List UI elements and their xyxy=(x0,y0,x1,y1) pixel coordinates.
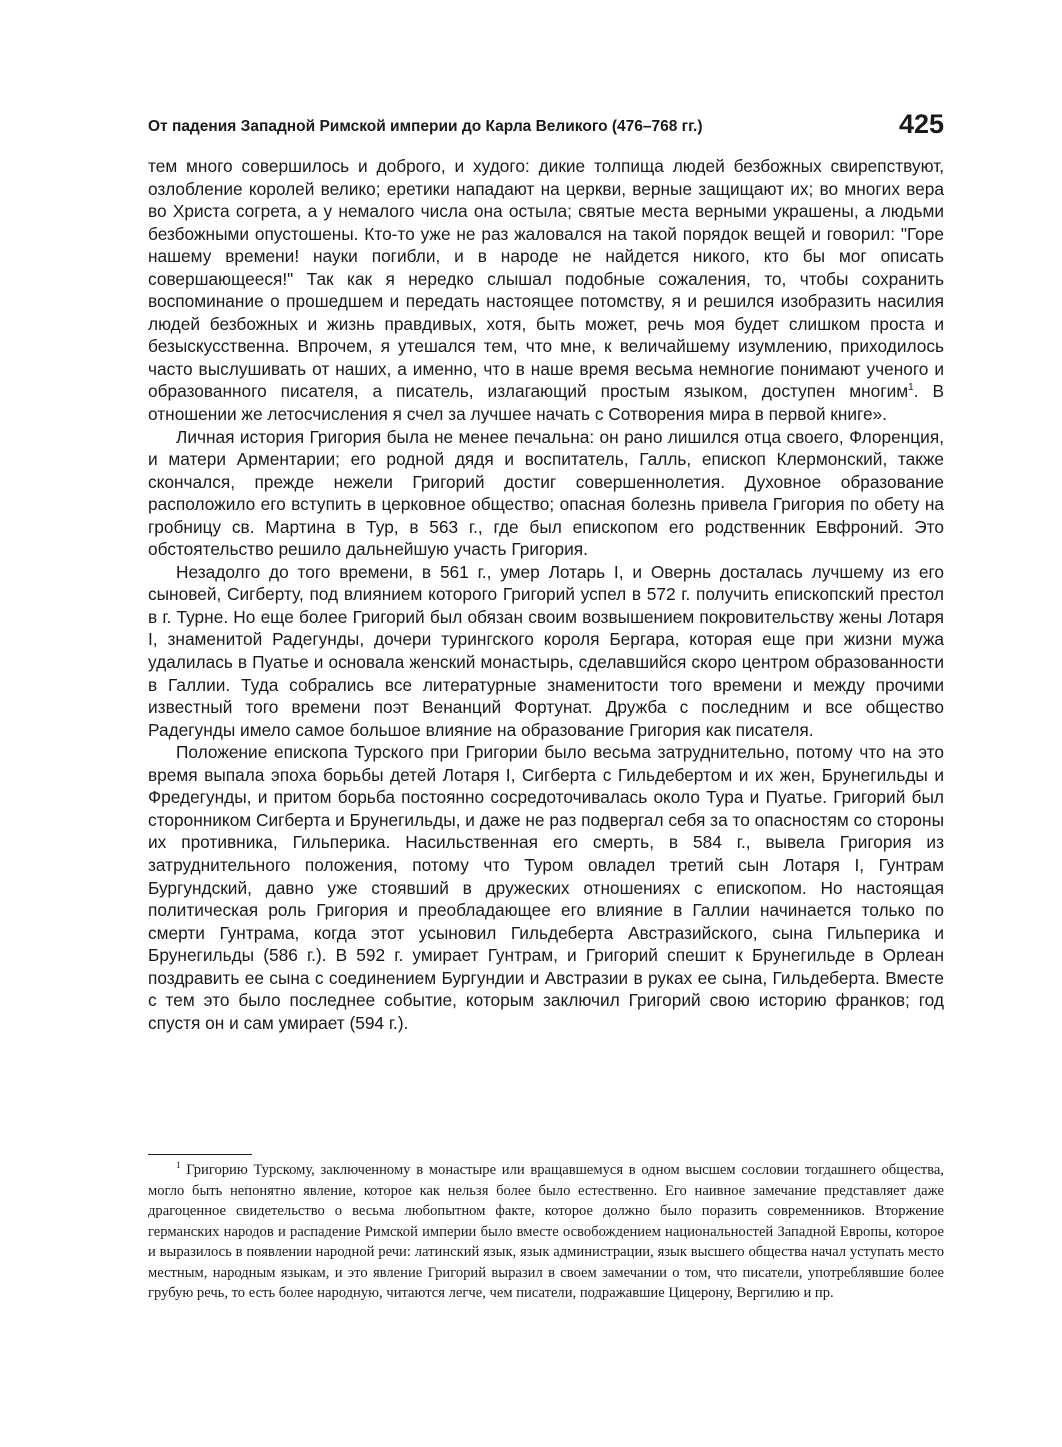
page-number: 425 xyxy=(898,109,944,139)
page-header xyxy=(148,108,944,148)
paragraph-text: тем много совершилось и доброго, и худого: дикие толпища людей безбожных свирепствуют, озлобление королей велико; еретики нападают на церкви, верные защищают их; во многих вера во Христа согрета, а у немалого числа она остыла; святые места верными украшены, а людьми безбожными опустошены. Кто-то уже не раз жаловался на такой порядок вещей и говорил: "Горе нашему времени! науки погибли, и в народе не найдется никого, кто бы мог описать совершающееся!" Так как я нередко слышал подобные сожаления, то, чтобы сохранить воспоминание о прошедшем и передать настоящее потомству, я и решился изобразить насилия людей безбожных и жизнь правдивых, хотя, быть может, речь моя будет слишком проста и безыскусственна. Впрочем, я утешался тем, что мне, к величайшему изумлению, приходилось часто выслушивать от наших, а именно, что в наше время весьма немногие понимают ученого и образованного писателя, а писатель, излагающий простым языком, доступен многим xyxy=(148,156,944,402)
main-text xyxy=(148,155,944,1034)
running-head: От падения Западной Римской империи до Карла Великого (476–768 гг.) xyxy=(148,118,703,135)
footnote xyxy=(148,1160,944,1304)
footnote-text: Григорию Турскому, заключенному в монастыре или вращавшемуся в одном высшем сословии тогдашнего общества, могло быть непонятно явление, которое как нельзя более было естественно. Его наивное замечание представляет даже драгоценное свидетельство о весьма любопытном факте, которое должно было поразить современников. Вторжение германских народов и распадение Римской империи было вместе освобождением национальностей Западной Европы, которое и выразилось в появлении народной речи: латинский язык, язык администрации, язык высшего общества начал уступать место местным, народным языкам, и это явление Григорий выразил в своем замечании о том, что писатели, употреблявшие более грубую речь, то есть более народную, читаются легче, чем писатели, подражавшие Цицерону, Вергилию и пр. xyxy=(148,1162,944,1301)
footnote-marker: 1 xyxy=(176,1160,181,1171)
footnote-separator xyxy=(148,1154,252,1155)
paragraph: Положение епископа Турского при Григории было весьма затруднительно, потому что на это время выпала эпоха борьбы детей Лотаря I, Сигберта с Гильдебертом и их жен, Брунегильды и Фредегунды, и притом борьба постоянно сосредоточивалась около Тура и Пуатье. Григорий был сторонником Сигберта и Брунегильды, и даже не раз подвергал себя за то опасностям со стороны их противника, Гильперика. Насильственная его смерть, в 584 г., вывела Григория из затруднительного положения, потому что Туром овладел третий сын Лотаря I, Гунтрам Бургундский, давно уже стоявший в дружеских отношениях с епископом. Но настоящая политическая роль Григория и преобладающее его влияние в Галлии начинается только по смерти Гунтрама, когда этот усыновил Гильдеберта Австразийского, сына Гильперика и Брунегильды (586 г.). В 592 г. умирает Гунтрам, и Григорий спешит к Брунегильде в Орлеан поздравить ее сына с соединением Бургундии и Австразии в руках ее сына, Гильдеберта. Вместе с тем это было последнее событие, которым заключил Григорий свою историю франков; год спустя он и сам умирает (594 г.). xyxy=(148,742,944,1033)
paragraph: Незадолго до того времени, в 561 г., умер Лотарь I, и Овернь досталась лучшему из его сыновей, Сигберту, под влиянием которого Григорий успел в 572 г. получить епископский престол в г. Турне. Но еще более Григорий был обязан своим возвышением покровительству жены Лотаря I, знаменитой Радегунды, дочери турингского короля Бергара, которая еще при жизни мужа удалилась в Пуатье и основала женский монастырь, сделавшийся скоро центром образованности в Галлии. Туда собрались все литературные знаменитости того времени и между прочими известный того времени поэт Венанций Фортунат. Дружба с последним и все общество Радегунды имело самое большое влияние на образование Григория как писателя. xyxy=(148,561,944,740)
paragraph: Личная история Григория была не менее печальна: он рано лишился отца своего, Флоренция, и матери Арментарии; его родной дядя и воспитатель, Галль, епископ Клермонский, также скончался, прежде нежели Григорий достиг совершеннолетия. Духовное образование расположило его вступить в церковное общество; опасная болезнь привела Григория по обету на гробницу св. Мартина в Тур, в 563 г., где был епископом его родственник Евфроний. Это обстоятельство решило дальнейшую участь Григория. xyxy=(148,426,944,560)
paragraph-text-after-reference: . В отношении же летосчисления я счел за лучшее начать с Сотворения мира в первой книге». xyxy=(148,381,944,425)
paragraph-continuation xyxy=(148,155,944,426)
footnote-reference: 1 xyxy=(908,382,914,394)
